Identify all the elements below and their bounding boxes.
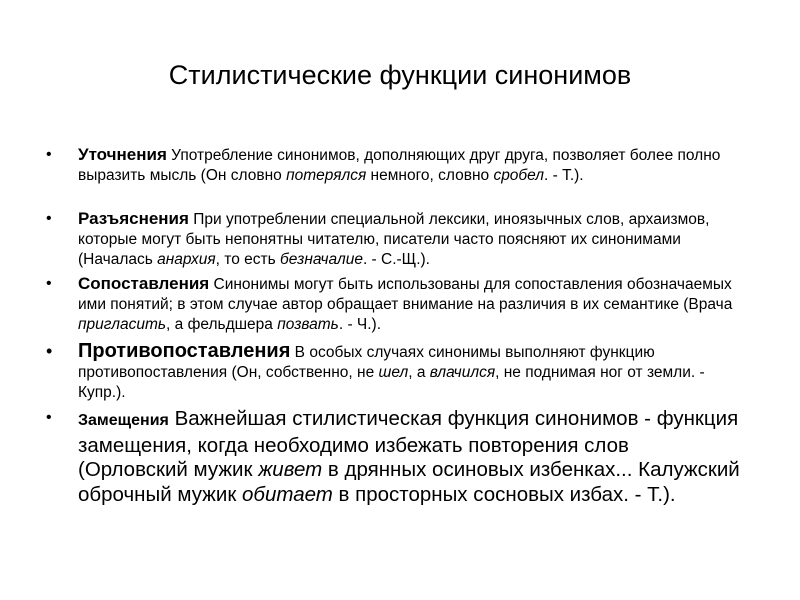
bullet-item-explanation — [46, 209, 743, 270]
item-description: . - С.-Щ.). — [362, 251, 430, 268]
item-description: , а — [408, 364, 430, 381]
item-description: , а фельдшера — [166, 316, 278, 333]
item-term: Сопоставления — [78, 274, 210, 293]
item-term: Уточнения — [78, 145, 167, 164]
item-term: Разъяснения — [78, 209, 189, 228]
bullet-icon: • — [46, 341, 53, 361]
item-description: , не поднимая ног от земли. - Купр.). — [78, 364, 705, 401]
item-description: Синонимы могут быть использованы для сопоставления обозначаемых ими понятий; в этом случае автор обращает внимание на различия в их семантике (Врача — [78, 276, 733, 313]
example-word: шел — [378, 364, 409, 381]
bullet-icon: • — [46, 146, 52, 163]
item-term: Замещения — [78, 412, 169, 429]
example-word: живет — [258, 458, 323, 481]
bullet-item-clarification — [46, 145, 743, 186]
example-word: анархия — [157, 251, 216, 268]
bullet-item-comparison — [46, 274, 743, 335]
item-description: В особых случаях синонимы выполняют функцию противопоставления (Он, собственно, не — [78, 344, 655, 381]
item-text — [78, 209, 743, 270]
item-text — [78, 340, 743, 403]
bullet-item-substitution — [46, 407, 743, 507]
bullet-icon: • — [46, 210, 52, 227]
item-description: . - Ч.). — [338, 316, 382, 333]
slide-title: Стилистические функции синонимов — [168, 60, 632, 90]
item-description: Употребление синонимов, дополняющих друг друга, позволяет более полно выразить мысль (Он словно — [78, 147, 721, 184]
example-word: сробел — [493, 167, 544, 184]
example-word: влачился — [429, 364, 496, 381]
item-description: в просторных сосновых избах. - Т.). — [332, 482, 676, 506]
example-word: позвать — [277, 316, 339, 333]
item-term: Противопоставления — [78, 340, 291, 362]
example-word: обитает — [242, 482, 333, 506]
item-description: При употреблении специальной лексики, иноязычных слов, архаизмов, которые могут быть непонятны читателю, писатели часто поясняют их синонимами (Началась — [78, 211, 710, 268]
example-word: пригласить — [78, 316, 167, 333]
item-description: , то есть — [215, 251, 280, 268]
item-text — [78, 145, 743, 186]
bullet-icon: • — [46, 275, 52, 292]
item-text — [78, 274, 743, 335]
item-description: Важнейшая стилистическая функция синонимов - функция замещения, когда необходимо избежать повторения слов (Орловский мужик — [78, 407, 739, 481]
item-text — [78, 407, 743, 507]
example-word: безначалие — [280, 251, 363, 268]
item-description: в дрянных осиновых избенках... Калужский оброчный мужик — [78, 458, 740, 506]
item-description: . - Т.). — [544, 167, 584, 184]
bullet-icon: • — [46, 409, 52, 426]
bullet-item-opposition — [46, 340, 743, 403]
item-description: немного, словно — [366, 167, 494, 184]
example-word: потерялся — [286, 167, 367, 184]
